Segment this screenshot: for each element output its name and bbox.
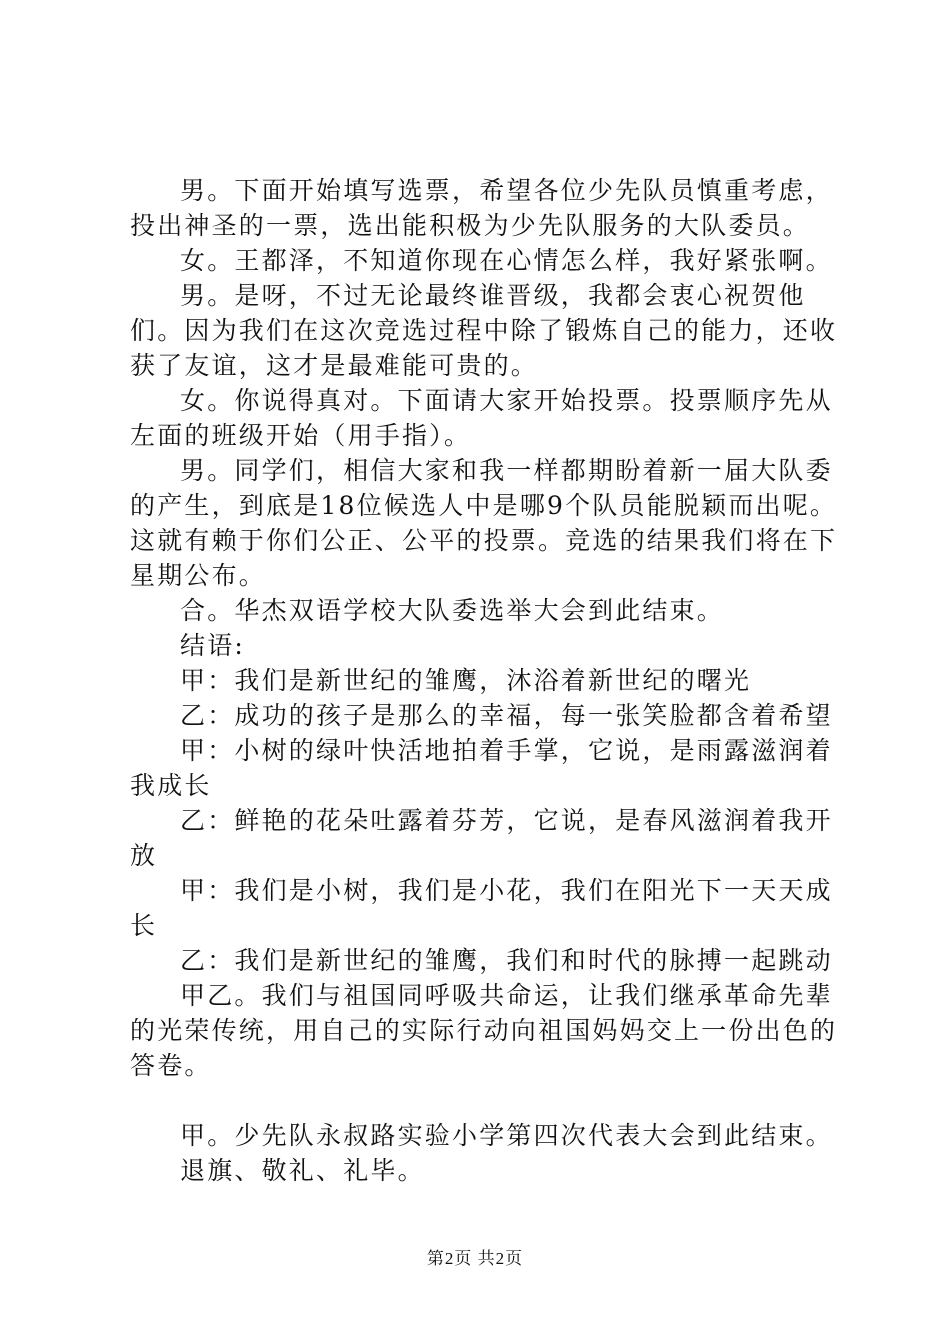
paragraph-yi-happy-children: 乙：成功的孩子是那么的幸福，每一张笑脸都含着希望 <box>180 701 833 730</box>
paragraph-jia-conference-end: 甲。少先队永叔路实验小学第四次代表大会到此结束。 <box>180 1121 833 1150</box>
paragraph-epilogue-heading: 结语: <box>180 631 246 660</box>
paragraph-flag-salute: 退旗、敬礼、礼毕。 <box>180 1156 425 1185</box>
paragraph-jia-growing: 甲：我们是小树，我们是小花，我们在阳光下一天天成长 <box>130 876 833 940</box>
paragraph-jia-small-tree: 甲：小树的绿叶快活地拍着手掌，它说，是雨露滋润着我成长 <box>130 736 833 800</box>
paragraph-yi-flowers: 乙：鲜艳的花朵吐露着芬芳，它说，是春风滋润着我开放 <box>130 806 833 870</box>
page-number-footer: 第2页 共2页 <box>426 1249 524 1268</box>
paragraph-female-voting-order: 女。你说得真对。下面请大家开始投票。投票顺序先从左面的班级开始（用手指）。 <box>130 386 833 450</box>
paragraph-male-candidates: 男。同学们，相信大家和我一样都期盼着新一届大队委的产生，到底是18位候选人中是哪9个队员能脱颖而出呢。这就有赖于你们公正、公平的投票。竞选的结果我们将在下星期公布。 <box>130 456 838 590</box>
paragraph-yi-pulse: 乙：我们是新世纪的雏鹰，我们和时代的脉搏一起跳动 <box>180 946 833 975</box>
paragraph-jiayi-motherland: 甲乙。我们与祖国同呼吸共命运，让我们继承革命先辈的光荣传统，用自己的实际行动向祖国妈妈交上一份出色的答卷。 <box>130 981 838 1080</box>
document-body <box>130 173 850 1188</box>
paragraph-female-nervous: 女。王都泽，不知道你现在心情怎么样，我好紧张啊。 <box>180 246 833 275</box>
paragraph-together-closing: 合。华杰双语学校大队委选举大会到此结束。 <box>180 596 725 625</box>
paragraph-male-ballot: 男。下面开始填写选票，希望各位少先队员慎重考虑，投出神圣的一票，选出能积极为少先队服务的大队委员。 <box>130 176 833 240</box>
paragraph-jia-eagles: 甲：我们是新世纪的雏鹰，沐浴着新世纪的曙光 <box>180 666 752 695</box>
paragraph-male-congratulate: 男。是呀，不过无论最终谁晋级，我都会衷心祝贺他们。因为我们在这次竞选过程中除了锻炼自己的能力，还收获了友谊，这才是最难能可贵的。 <box>130 281 838 380</box>
